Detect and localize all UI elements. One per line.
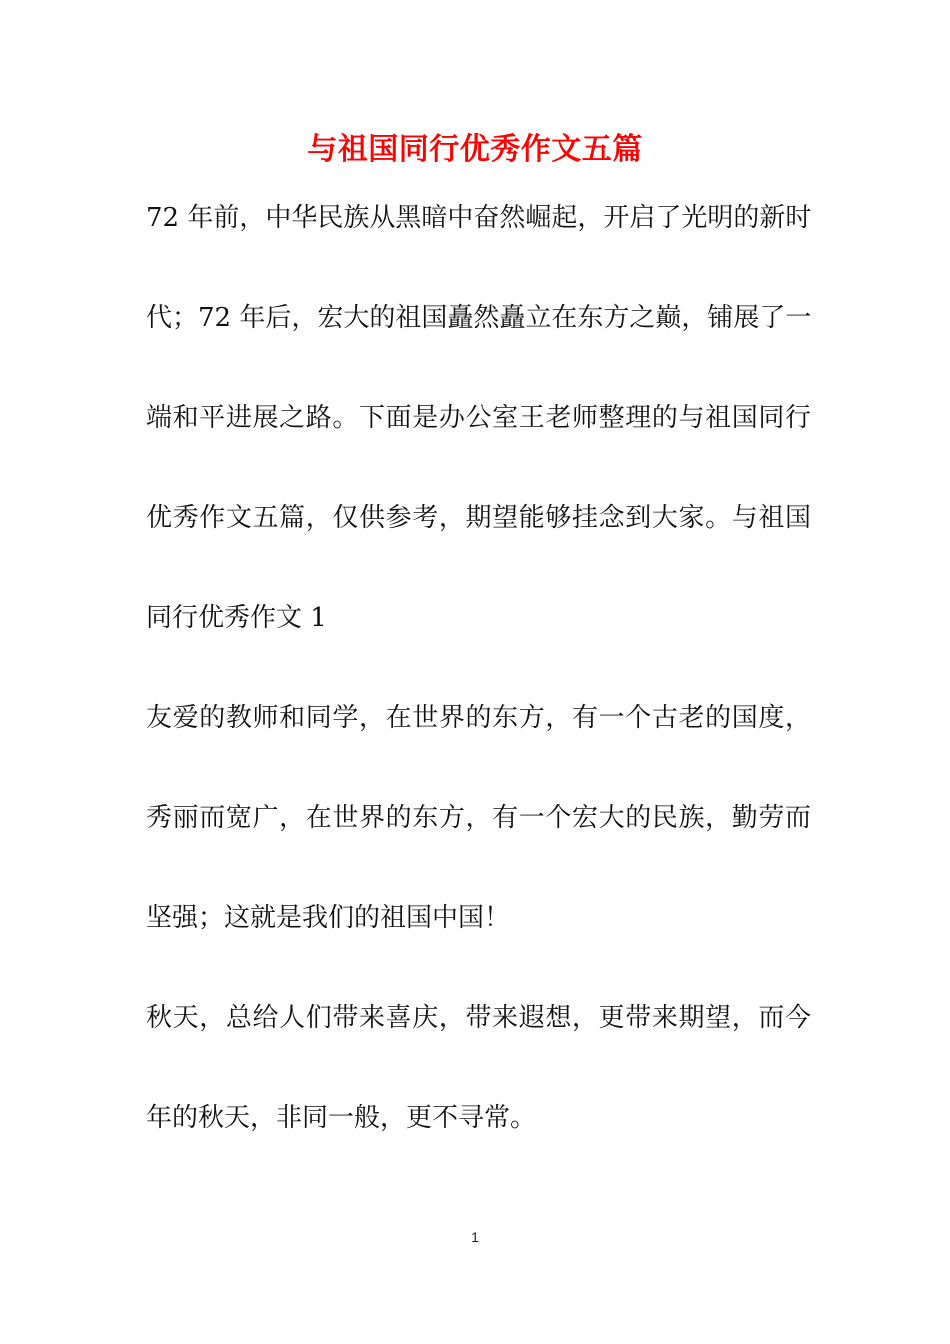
body-line-3: 端和平进展之路。下面是办公室王老师整理的与祖国同行	[146, 403, 811, 433]
body-line-4: 优秀作文五篇，仅供参考，期望能够挂念到大家。与祖国	[146, 503, 811, 533]
body-line-9: 秋天，总给人们带来喜庆，带来遐想，更带来期望，而今	[146, 1003, 811, 1033]
body-line-1: 72 年前，中华民族从黑暗中奋然崛起，开启了光明的新时	[146, 203, 811, 233]
body-line-8: 坚强；这就是我们的祖国中国！	[146, 903, 511, 933]
body-line-2: 代；72 年后，宏大的祖国矗然矗立在东方之巅，铺展了一	[146, 303, 811, 333]
body-line-5: 同行优秀作文 1	[146, 603, 327, 633]
body-line-7: 秀丽而宽广，在世界的东方，有一个宏大的民族，勤劳而	[146, 803, 811, 833]
document-title: 与祖国同行优秀作文五篇	[307, 132, 643, 167]
page-number: 1	[471, 1229, 479, 1245]
body-line-10: 年的秋天，非同一般，更不寻常。	[146, 1103, 537, 1133]
body-line-6: 友爱的教师和同学，在世界的东方，有一个古老的国度，	[146, 703, 811, 733]
